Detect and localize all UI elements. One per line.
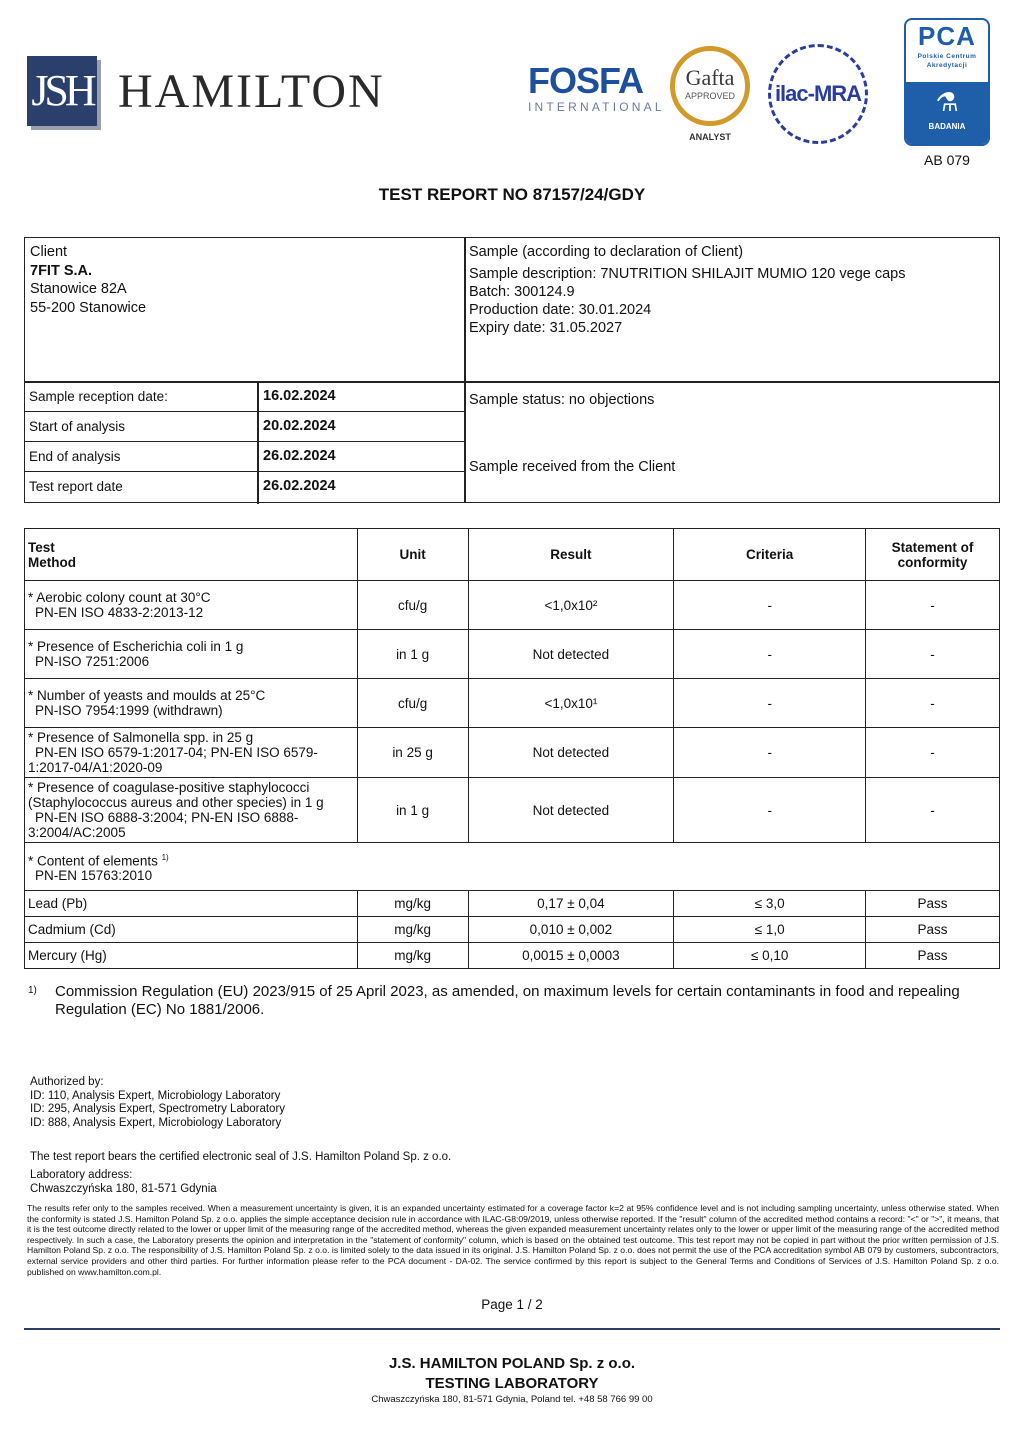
date-row (25, 472, 464, 504)
result-cell: 0,010 ± 0,002 (468, 917, 674, 943)
page-number: Page 1 / 2 (481, 1297, 543, 1312)
sample-batch: Batch: 300124.9 (469, 284, 575, 300)
date-value: 16.02.2024 (263, 388, 336, 404)
hamilton-logo-text: HAMILTON (118, 65, 385, 118)
accreditation-number: AB 079 (924, 152, 970, 168)
date-row (25, 442, 464, 472)
table-row (25, 630, 1000, 679)
footer-company: J.S. HAMILTON POLAND Sp. z o.o. (388, 1355, 636, 1372)
conformity-cell: - (866, 728, 1000, 778)
pca-badania: BADANIA (928, 122, 966, 131)
fosfa-logo (528, 60, 665, 114)
sample-status: Sample status: no objections (469, 392, 655, 408)
header-criteria: Criteria (674, 529, 866, 581)
sample-production-date: Production date: 30.01.2024 (469, 302, 652, 318)
element-name: Cadmium (Cd) (25, 917, 358, 943)
unit-cell: in 25 g (357, 728, 468, 778)
date-label: Sample reception date: (29, 389, 168, 404)
criteria-cell: ≤ 3,0 (674, 891, 866, 917)
ilac-mra-logo: ilac-MRA (768, 44, 868, 144)
footnote-mark: 1) (28, 985, 37, 996)
conformity-cell: - (866, 679, 1000, 728)
gafta-logo-sub: APPROVED (684, 91, 735, 101)
laboratory-address-value: Chwaszczyńska 180, 81-571 Gdynia (30, 1182, 217, 1195)
results-table (24, 528, 1000, 969)
fosfa-logo-main: FOSFA (528, 60, 644, 101)
header-test-method: Test Method (25, 529, 358, 581)
sample-block (469, 243, 906, 337)
elements-method: PN-EN 15763:2010 (35, 868, 153, 884)
result-cell: <1,0x10¹ (468, 679, 674, 728)
date-row (25, 382, 464, 412)
authorized-line: ID: 888, Analysis Expert, Microbiology Laboratory (30, 1116, 282, 1129)
table-header-row (25, 529, 1000, 581)
date-label: Start of analysis (29, 419, 126, 434)
result-cell: 0,17 ± 0,04 (468, 891, 674, 917)
date-label: End of analysis (29, 449, 121, 464)
laboratory-address (30, 1169, 217, 1196)
test-cell: * Aerobic colony count at 30°C PN-EN ISO 4833-2:2013-12 (25, 581, 358, 630)
elements-heading-row (25, 843, 1000, 891)
authorized-by (30, 1076, 285, 1130)
criteria-cell: - (674, 581, 866, 630)
element-name: Mercury (Hg) (25, 943, 358, 969)
criteria-cell: ≤ 0,10 (674, 943, 866, 969)
test-cell: * Number of yeasts and moulds at 25°C PN-ISO 7954:1999 (withdrawn) (25, 679, 358, 728)
gafta-logo (670, 46, 750, 126)
result-cell: <1,0x10² (468, 581, 674, 630)
test-cell: * Presence of coagulase-positive staphylococci (Staphylococcus aureus and other species) in 1 g PN-EN ISO 6888-3:2004; PN-EN ISO 6888- 3:2004/AC:2005 (25, 778, 358, 843)
footer-lab: TESTING LABORATORY (425, 1375, 599, 1392)
unit-cell: mg/kg (357, 891, 468, 917)
elements-heading: * Content of elements (28, 853, 158, 869)
header-result: Result (468, 529, 674, 581)
unit-cell: mg/kg (357, 917, 468, 943)
table-row (25, 891, 1000, 917)
element-name: Lead (Pb) (25, 891, 358, 917)
pca-logo-sub1: Polskie Centrum (917, 53, 977, 60)
conformity-cell: - (866, 630, 1000, 679)
table-row (25, 778, 1000, 843)
date-label: Test report date (29, 479, 123, 494)
authorized-line: ID: 110, Analysis Expert, Microbiology Laboratory (30, 1089, 281, 1102)
report-title: TEST REPORT NO 87157/24/GDY (378, 185, 646, 204)
table-row (25, 581, 1000, 630)
date-value: 20.02.2024 (263, 418, 336, 434)
pca-logo-sub2: Akredytacji (926, 62, 968, 69)
client-name: 7FIT S.A. (30, 262, 93, 279)
conformity-cell: Pass (866, 891, 1000, 917)
criteria-cell: - (674, 778, 866, 843)
dates-table (25, 382, 464, 504)
unit-cell: in 1 g (357, 778, 468, 843)
header-unit: Unit (357, 529, 468, 581)
pca-logo-main: PCA (918, 21, 976, 51)
gafta-role: ANALYST (689, 132, 731, 142)
footer-address: Chwaszczyńska 180, 81-571 Gdynia, Poland tel. +48 58 766 99 00 (371, 1394, 653, 1405)
disclaimer: The results refer only to the samples received. When a measurement uncertainty is given, it is an expanded uncertainty estimated for a coverage factor k=2 at 95% confidence level and is not including sampling uncertainty, unless otherwise stated. When the conformity is stated J.S. Hamilton Poland Sp. z o.o. applies the simple acceptance decision rule in accordance with ILAC-G8:09/2019, unless otherwise reported. If the "result" column of the accredited method contains a record: "<" or ">", it means, that it is the test outcome directly related to the lower or upper limit of the measuring range of the accredited method, whereas the given expanded measurement uncertainty relates only to the lower or upper limit of the measuring range of the accredited method respectively. In such a case, the Laboratory presents the opinion and interpretation in the "statement of conformity" column, which is based on the obtained test outcome. This test report may not be copied in part without the prior written permission of J.S. Hamilton Poland Sp. z o.o. The responsibility of J.S. Hamilton Poland Sp. z o.o. is limited solely to the data issued in its original. J.S. Hamilton Poland Sp. z o.o. does not permit the use of the PCA accreditation symbol AB 079 by customers, subcontractors, external service providers and other third parties. For further information please refer to the PCA document - DA-02. The service confirmed by this report is subject to the General Terms and Conditions of Services of J.S. Hamilton Poland Sp. z o.o. published on www.hamilton.com.pl. (27, 1203, 999, 1277)
fosfa-logo-sub: INTERNATIONAL (528, 100, 665, 114)
criteria-cell: - (674, 679, 866, 728)
sample-received: Sample received from the Client (469, 459, 676, 475)
table-row (25, 728, 1000, 778)
header-conformity: Statement of conformity (866, 529, 1000, 581)
unit-cell: in 1 g (357, 630, 468, 679)
date-value: 26.02.2024 (263, 478, 336, 494)
unit-cell: cfu/g (357, 581, 468, 630)
footnote-text: Commission Regulation (EU) 2023/915 of 25 April 2023, as amended, on maximum levels for certain contaminants in food and repealing Regulation (EC) No 1881/2006. (55, 983, 960, 1018)
authorized-line: ID: 295, Analysis Expert, Spectrometry Laboratory (30, 1103, 286, 1115)
flask-icon: ⚗ (935, 87, 959, 117)
client-address-2: 55-200 Stanowice (30, 299, 147, 316)
hamilton-logo-mark: JSH (27, 56, 97, 126)
client-label: Client (30, 244, 68, 260)
seal-statement: The test report bears the certified electronic seal of J.S. Hamilton Poland Sp. z o.o. (30, 1151, 452, 1163)
conformity-cell: - (866, 778, 1000, 843)
criteria-cell: - (674, 630, 866, 679)
conformity-cell: Pass (866, 943, 1000, 969)
date-value: 26.02.2024 (263, 448, 336, 464)
report-info-box (24, 237, 1000, 503)
criteria-cell: - (674, 728, 866, 778)
pca-logo (904, 18, 990, 146)
unit-cell: mg/kg (357, 943, 468, 969)
authorized-label: Authorized by: (30, 1076, 104, 1088)
conformity-cell: - (866, 581, 1000, 630)
table-row (25, 679, 1000, 728)
result-cell: Not detected (468, 778, 674, 843)
unit-cell: cfu/g (357, 679, 468, 728)
test-cell: * Presence of Salmonella spp. in 25 g PN-EN ISO 6579-1:2017-04; PN-EN ISO 6579- 1:2017-04/A1:2020-09 (25, 728, 358, 778)
conformity-cell: Pass (866, 917, 1000, 943)
criteria-cell: ≤ 1,0 (674, 917, 866, 943)
result-cell: Not detected (468, 630, 674, 679)
sample-description: Sample description: 7NUTRITION SHILAJIT MUMIO 120 vege caps (469, 266, 906, 282)
date-row (25, 412, 464, 442)
test-cell: * Presence of Escherichia coli in 1 g PN-ISO 7251:2006 (25, 630, 358, 679)
laboratory-address-label: Laboratory address: (30, 1169, 133, 1181)
result-cell: 0,0015 ± 0,0003 (468, 943, 674, 969)
result-cell: Not detected (468, 728, 674, 778)
table-row (25, 917, 1000, 943)
elements-heading-cell (25, 843, 1000, 891)
client-block (30, 243, 146, 317)
elements-footnote-ref: 1) (161, 852, 169, 862)
sample-expiry-date: Expiry date: 31.05.2027 (469, 320, 623, 336)
client-address-1: Stanowice 82A (30, 281, 127, 297)
sample-heading: Sample (according to declaration of Client) (469, 244, 744, 260)
gafta-logo-main: Gafta (685, 65, 735, 90)
table-row (25, 943, 1000, 969)
footer-divider (24, 1328, 1000, 1330)
